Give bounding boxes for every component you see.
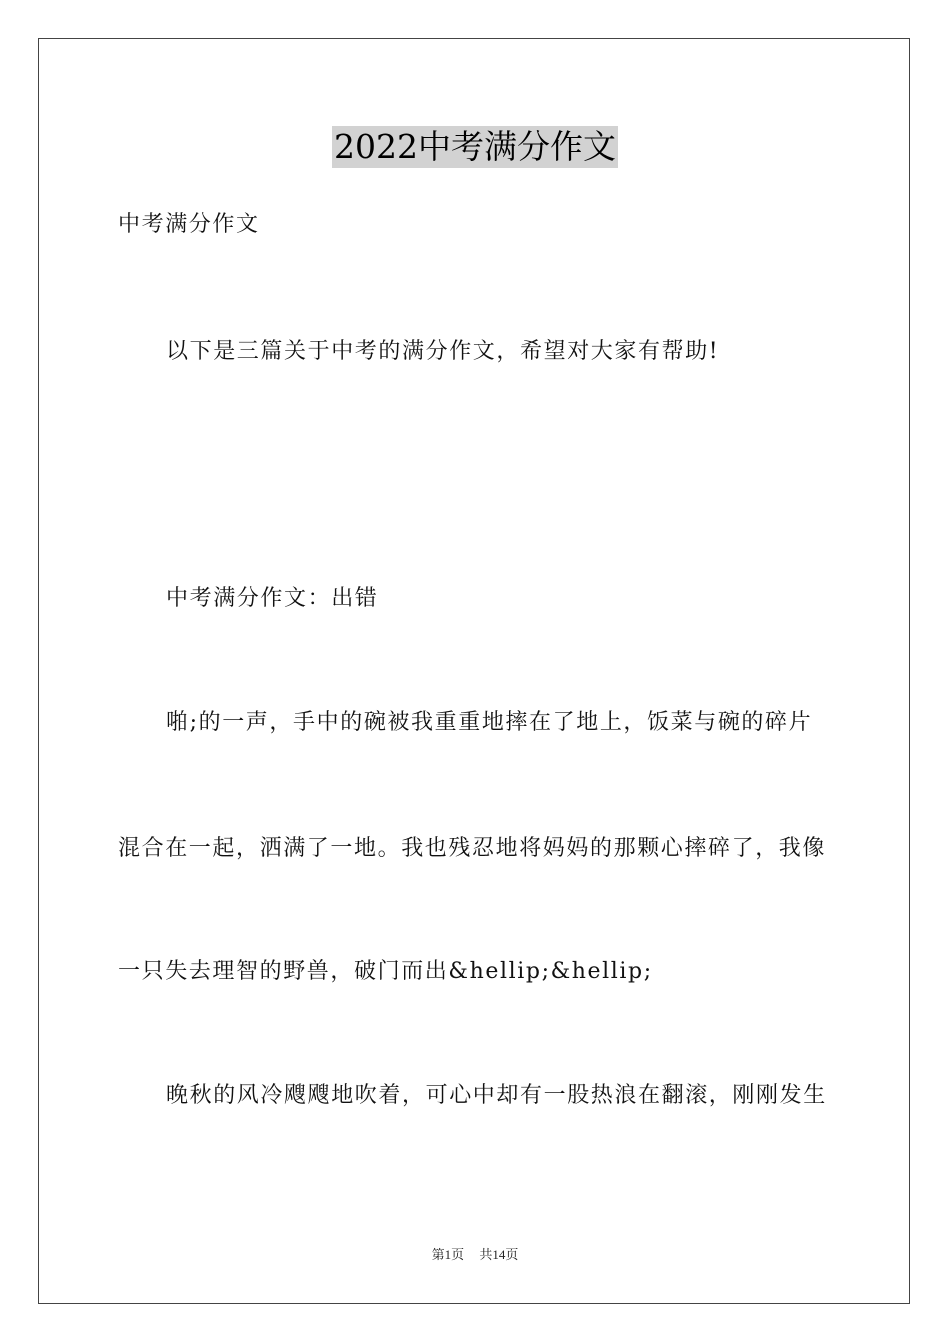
paragraph2-line1: 晚秋的风冷飕飕地吹着，可心中却有一股热浪在翻滚，刚刚发生 [166, 1083, 827, 1108]
paragraph1-line1: 啪;的一声，手中的碗被我重重地摔在了地上，饭菜与碗的碎片 [166, 710, 813, 735]
paragraph1-line2: 混合在一起，洒满了一地。我也残忍地将妈妈的那颗心摔碎了，我像 [118, 836, 827, 861]
intro-paragraph: 以下是三篇关于中考的满分作文，希望对大家有帮助! [166, 339, 720, 364]
page-footer [0, 1246, 950, 1264]
page-number: 第1页 [431, 1247, 465, 1262]
title-container [0, 126, 950, 168]
paragraph1-line3: 一只失去理智的野兽，破门而出&hellip;&hellip; [118, 959, 653, 984]
document-title: 2022中考满分作文 [334, 127, 616, 166]
document-subtitle: 中考满分作文 [118, 212, 260, 237]
page-total: 共14页 [479, 1247, 519, 1262]
essay-heading: 中考满分作文：出错 [166, 586, 379, 611]
